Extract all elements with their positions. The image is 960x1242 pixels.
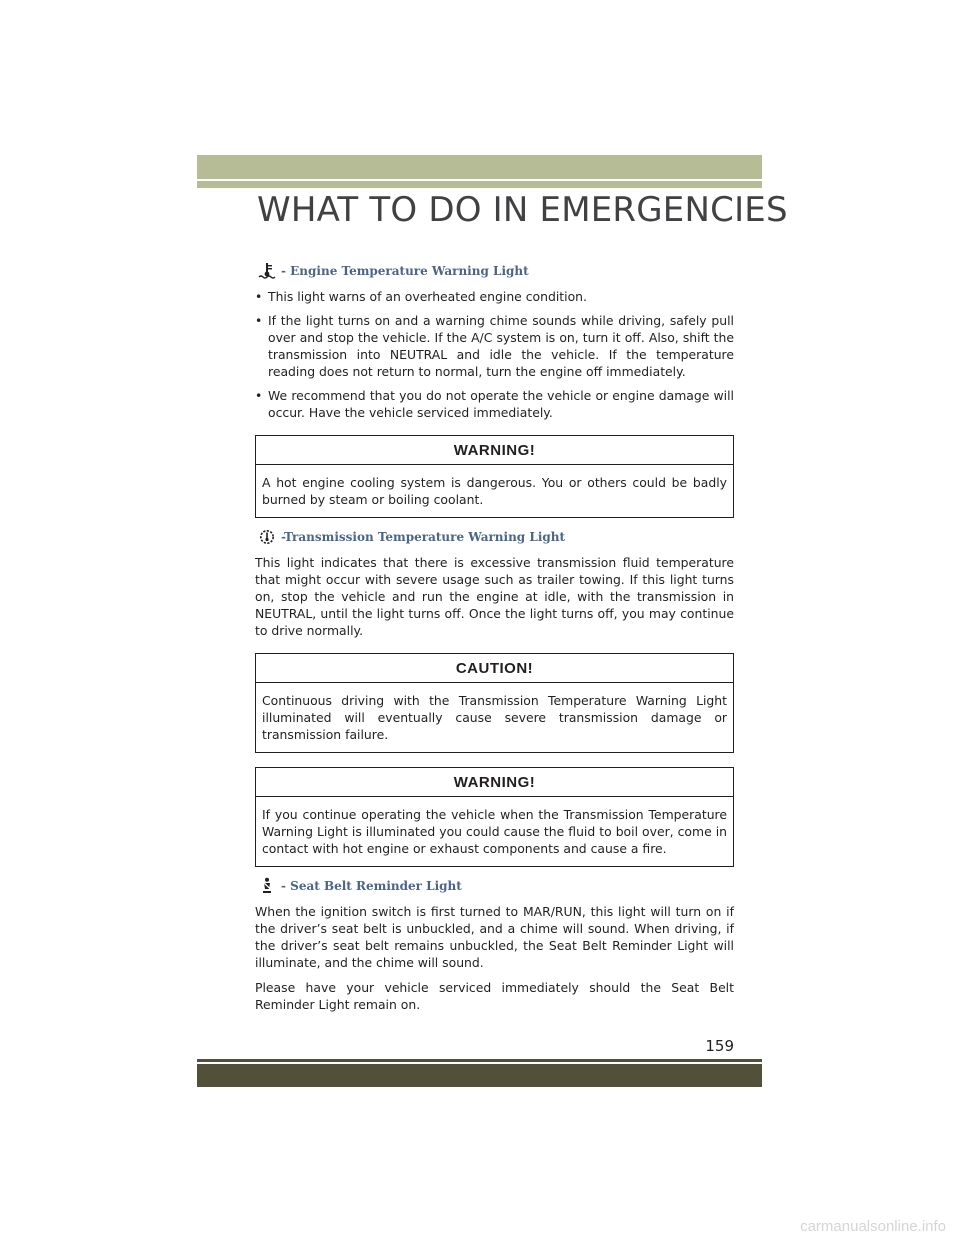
caution-title: CAUTION! <box>256 654 733 683</box>
warning-title: WARNING! <box>256 436 733 465</box>
caution-box <box>255 653 734 753</box>
warning-box-2 <box>255 767 734 867</box>
seat-belt-text-2: Please have your vehicle serviced immediately should the Seat Belt Reminder Light remain on. <box>255 980 734 1012</box>
transmission-temp-text: This light indicates that there is excessive transmission fluid temperature that might occur with severe usage such as trailer towing. If this light turns on, stop the vehicle and run the engine at idle, with the transmission in NEUTRAL, until the light turns off. Once the light turns off, you may continue to drive normally. <box>255 555 734 638</box>
seat-belt-heading <box>257 877 734 895</box>
caution-text: Continuous driving with the Transmission Temperature Warning Light illuminated will eventually cause severe transmission damage or transmission failure. <box>262 693 727 742</box>
seat-belt-heading-text: - Seat Belt Reminder Light <box>281 878 462 893</box>
page-number: 159 <box>705 1037 734 1055</box>
warning-text: If you continue operating the vehicle when the Transmission Temperature Warning Light is illuminated you could cause the fluid to boil over, come in contact with hot engine or exhaust components and cause a fire. <box>262 807 727 856</box>
page-content <box>255 262 734 1021</box>
footer-rule <box>197 1059 762 1062</box>
page-title: WHAT TO DO IN EMERGENCIES <box>257 190 788 230</box>
transmission-temperature-icon <box>257 528 277 546</box>
footer-bar <box>197 1064 762 1087</box>
engine-temp-heading-text: - Engine Temperature Warning Light <box>281 263 529 278</box>
warning-box-1 <box>255 435 734 518</box>
warning-title: WARNING! <box>256 768 733 797</box>
header-bar <box>197 155 762 179</box>
engine-temperature-icon <box>257 262 277 280</box>
header-rule <box>197 181 762 188</box>
warning-text: A hot engine cooling system is dangerous. You or others could be badly burned by steam or boiling coolant. <box>262 475 727 507</box>
seat-belt-text-1: When the ignition switch is first turned to MAR/RUN, this light will turn on if the driver’s seat belt is unbuckled, and a chime will sound. When driving, if the driver’s seat belt remains unbuckled, the Seat Belt Reminder Light will illuminate, and the chime will sound. <box>255 904 734 970</box>
seat-belt-icon <box>257 877 277 895</box>
watermark: carmanualsonline.info <box>800 1218 946 1235</box>
transmission-temp-heading <box>257 528 734 546</box>
list-item: • We recommend that you do not operate the vehicle or engine damage will occur. Have the vehicle serviced immediately. <box>255 387 734 421</box>
transmission-temp-heading-text: -Transmission Temperature Warning Light <box>281 529 566 544</box>
engine-temp-heading <box>257 262 734 280</box>
list-item: • If the light turns on and a warning chime sounds while driving, safely pull over and stop the vehicle. If the A/C system is on, turn it off. Also, shift the transmission into NEUTRAL and idle the vehicle. If the temperature reading does not return to normal, turn the engine off immediately. <box>255 312 734 380</box>
list-item: • This light warns of an overheated engine condition. <box>255 288 734 305</box>
engine-temp-bullets <box>255 288 734 421</box>
